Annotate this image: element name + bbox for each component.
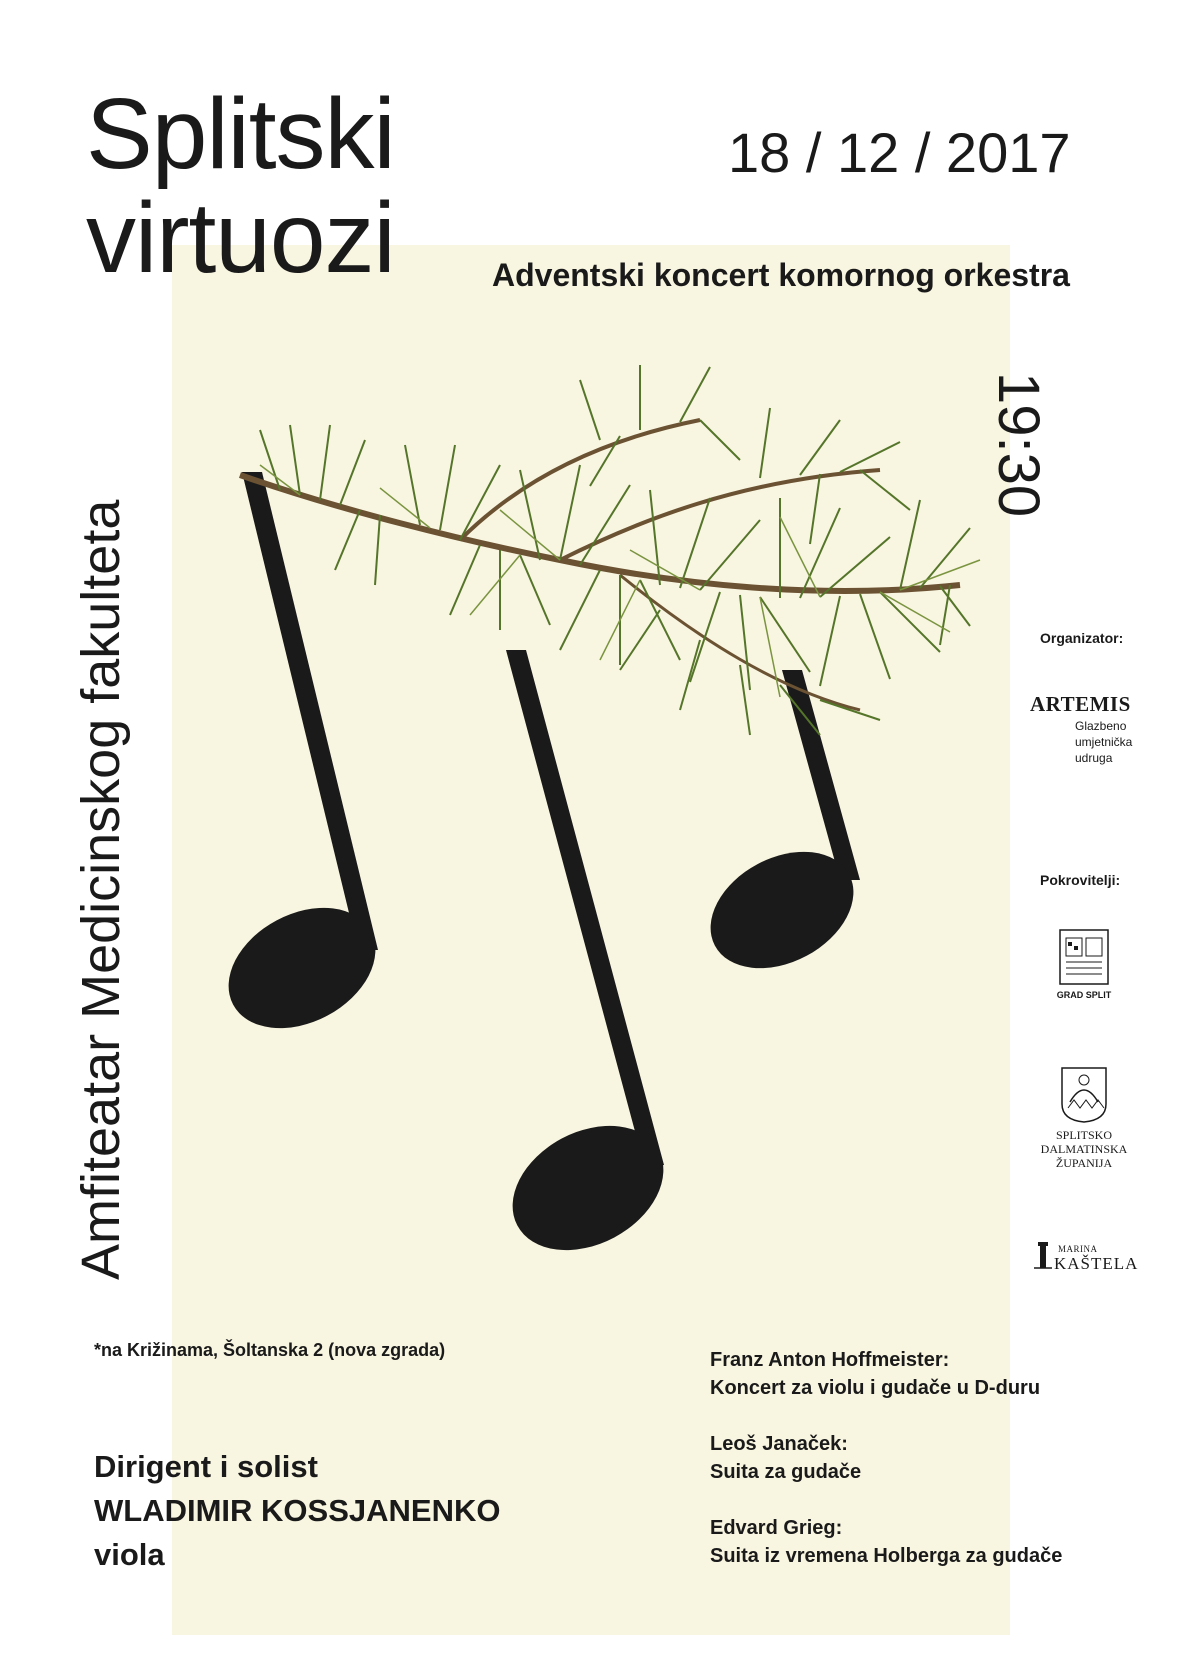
- county-crest-icon: [1060, 1066, 1108, 1124]
- conductor-instrument: viola: [94, 1537, 165, 1572]
- conductor-block: [94, 1445, 500, 1577]
- county-label: [1030, 1128, 1138, 1170]
- county-line-1: SPLITSKO: [1055, 1128, 1112, 1142]
- program-composer: Leoš Janaček:: [710, 1433, 848, 1455]
- sponsors-label: Pokrovitelji:: [1040, 872, 1121, 888]
- program-list: [710, 1346, 1062, 1598]
- organizer-label: Organizator:: [1040, 630, 1124, 646]
- artemis-logo: ARTEMIS: [1030, 692, 1131, 716]
- artemis-subtitle: [1075, 718, 1132, 766]
- venue-address: *na Križinama, Šoltanska 2 (nova zgrada): [94, 1340, 446, 1360]
- conductor-name: WLADIMIR KOSSJANENKO: [94, 1493, 501, 1528]
- marina-label: MARINA: [1058, 1244, 1098, 1254]
- concert-date: 18 / 12 / 2017: [728, 121, 1071, 184]
- county-line-3: ŽUPANIJA: [1055, 1156, 1113, 1170]
- county-line-2: DALMATINSKA: [1040, 1142, 1128, 1156]
- note-middle-icon: [491, 650, 685, 1275]
- grad-split-crest-icon: [1058, 928, 1110, 986]
- program-composer: Franz Anton Hoffmeister:: [710, 1349, 950, 1371]
- pine-branch-icon: [240, 365, 980, 735]
- concert-subtitle: Adventski koncert komornog orkestra: [492, 257, 1070, 293]
- title-line-2: virtuozi: [86, 182, 395, 294]
- program-work: Suita za gudače: [710, 1461, 862, 1483]
- program-item: [710, 1514, 1062, 1570]
- conductor-role: Dirigent i solist: [94, 1449, 318, 1484]
- artemis-sub-line-2: umjetnička: [1075, 735, 1133, 749]
- note-left-icon: [208, 472, 396, 1052]
- program-item: [710, 1430, 1062, 1486]
- venue-name: Amfiteatar Medicinskog fakulteta: [71, 499, 131, 1280]
- program-work: Suita iz vremena Holberga za gudače: [710, 1545, 1063, 1567]
- note-right-icon: [690, 670, 873, 992]
- program-composer: Edvard Grieg:: [710, 1517, 843, 1539]
- kastela-label: KAŠTELA: [1054, 1254, 1139, 1273]
- program-work: Koncert za violu i gudače u D-duru: [710, 1377, 1041, 1399]
- title-line-1: Splitski: [86, 78, 395, 190]
- artemis-sub-line-3: udruga: [1075, 751, 1113, 765]
- grad-split-label: GRAD SPLIT: [1056, 990, 1112, 1000]
- concert-time: 19:30: [986, 372, 1051, 518]
- marina-tower-icon: [1034, 1240, 1052, 1270]
- program-item: [710, 1346, 1062, 1402]
- artemis-sub-line-1: Glazbeno: [1075, 719, 1127, 733]
